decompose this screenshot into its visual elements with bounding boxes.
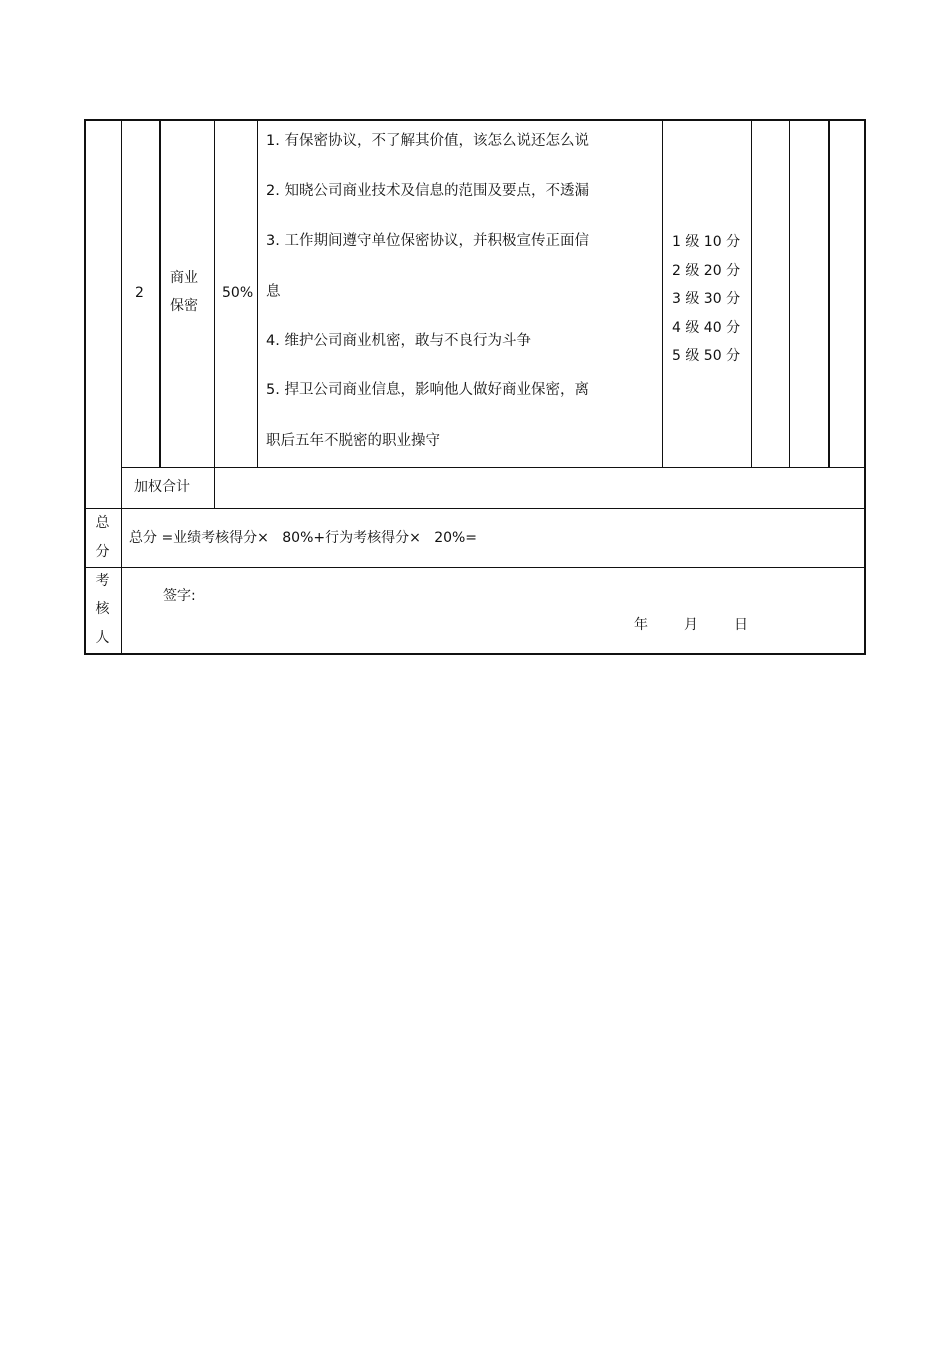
- total-label-char2: 分: [95, 544, 110, 560]
- level-2: 2 级 20 分: [672, 262, 741, 279]
- date-month: 月: [684, 617, 698, 633]
- assessor-label-char2: 核: [95, 601, 110, 617]
- assessor-label-char1: 考: [95, 573, 110, 589]
- row-divider-weighted: [84, 508, 866, 509]
- col-divider-score2: [828, 119, 830, 468]
- criterion-4: 4. 维护公司商业机密，敢与不良行为斗争: [266, 333, 531, 349]
- criterion-1: 1. 有保密协议，不了解其价值，该怎么说还怎么说: [266, 133, 589, 149]
- level-5: 5 级 50 分: [672, 348, 741, 364]
- col-divider-score1: [789, 119, 790, 468]
- total-label-char1: 总: [95, 515, 110, 531]
- row-index: 2: [135, 285, 144, 301]
- level-1: 1 级 10 分: [672, 234, 741, 250]
- col-divider-label: [121, 119, 122, 655]
- evaluation-table: [84, 119, 866, 655]
- col-divider-index: [159, 119, 161, 468]
- criterion-5: 5. 捍卫公司商业信息，影响他人做好商业保密，离: [266, 382, 589, 398]
- assessor-label-char3: 人: [95, 630, 110, 646]
- table-border-right: [864, 119, 866, 655]
- row-divider-criteria: [121, 467, 866, 468]
- criterion-5-cont: 职后五年不脱密的职业操守: [266, 433, 440, 449]
- item-name-line2: 保密: [170, 298, 198, 314]
- signature-label: 签字:: [163, 588, 196, 604]
- col-divider-name: [214, 119, 215, 509]
- table-border-top: [84, 119, 866, 121]
- criterion-3-cont: 息: [266, 284, 281, 300]
- date-year: 年: [634, 617, 648, 633]
- item-weight: 50%: [222, 285, 254, 301]
- table-border-bottom: [84, 653, 866, 655]
- date-day: 日: [734, 617, 748, 633]
- row-divider-total: [84, 567, 866, 568]
- item-name-line1: 商业: [170, 270, 198, 286]
- level-4: 4 级 40 分: [672, 319, 741, 336]
- col-divider-criteria: [662, 119, 663, 468]
- criterion-3: 3. 工作期间遵守单位保密协议，并积极宣传正面信: [266, 233, 589, 249]
- level-3: 3 级 30 分: [672, 291, 741, 307]
- weighted-total-label: 加权合计: [134, 479, 190, 495]
- score-levels: [672, 228, 752, 371]
- criterion-2: 2. 知晓公司商业技术及信息的范围及要点，不透漏: [266, 183, 589, 199]
- total-score-formula: 总分 =业绩考核得分× 80%+行为考核得分× 20%=: [129, 530, 478, 546]
- col-divider-weight: [257, 119, 258, 468]
